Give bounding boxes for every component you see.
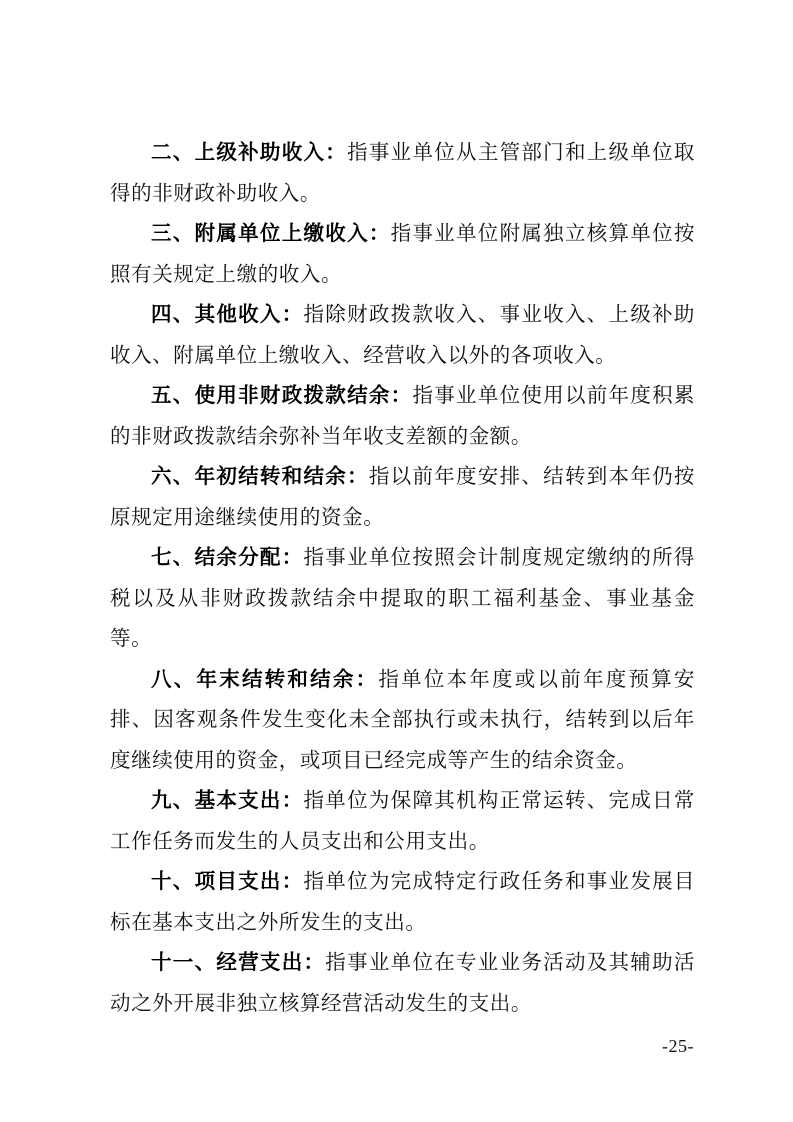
page-body <box>110 132 695 1023</box>
definition-paragraph-5 <box>110 375 695 456</box>
definition-term: 六、年初结转和结余： <box>151 464 369 488</box>
definition-text: 指单位本年度或以前年度预算安排、因客观条件发生变化未全部执行或未执行，结转到以后年度继续使用的资金，或项目已经完成等产生的结余资金。 <box>110 666 696 772</box>
definition-term: 二、上级补助收入： <box>151 140 348 164</box>
definition-term: 八、年末结转和结余： <box>151 666 379 691</box>
definition-paragraph-4 <box>110 294 695 375</box>
definition-paragraph-3 <box>110 213 695 294</box>
definition-term: 九、基本支出： <box>151 788 304 812</box>
definition-paragraph-6 <box>110 456 695 537</box>
definition-text: 指事业单位按照会计制度规定缴纳的所得税以及从非财政拨款结余中提取的职工福利基金、事业基金等。 <box>110 545 695 650</box>
definition-text: 指事业单位附属独立核算单位按照有关规定上缴的收入。 <box>110 221 695 286</box>
page-number: -25- <box>662 1036 694 1056</box>
definition-term: 三、附属单位上缴收入： <box>151 221 391 245</box>
definition-text: 指事业单位在专业业务活动及其辅助活动之外开展非独立核算经营活动发生的支出。 <box>110 950 695 1015</box>
definition-text: 指事业单位从主管部门和上级单位取得的非财政补助收入。 <box>110 140 695 205</box>
definition-term: 五、使用非财政拨款结余： <box>151 383 413 407</box>
definition-paragraph-10 <box>110 861 695 942</box>
definition-text: 指以前年度安排、结转到本年仍按原规定用途继续使用的资金。 <box>110 464 695 529</box>
definition-term: 十一、经营支出： <box>151 950 326 974</box>
definition-term: 十、项目支出： <box>151 869 304 893</box>
definition-paragraph-8 <box>110 659 695 781</box>
definition-paragraph-9 <box>110 780 695 861</box>
definition-text: 指单位为完成特定行政任务和事业发展目标在基本支出之外所发生的支出。 <box>110 869 695 934</box>
definition-text: 指事业单位使用以前年度积累的非财政拨款结余弥补当年收支差额的金额。 <box>110 383 695 448</box>
definition-paragraph-2 <box>110 132 695 213</box>
definition-term: 七、结余分配： <box>151 545 304 569</box>
definition-text: 指除财政拨款收入、事业收入、上级补助收入、附属单位上缴收入、经营收入以外的各项收入。 <box>110 302 695 367</box>
definition-paragraph-7 <box>110 537 695 659</box>
definition-text: 指单位为保障其机构正常运转、完成日常工作任务而发生的人员支出和公用支出。 <box>110 788 695 853</box>
definition-paragraph-11 <box>110 942 695 1023</box>
definition-term: 四、其他收入： <box>151 302 304 326</box>
